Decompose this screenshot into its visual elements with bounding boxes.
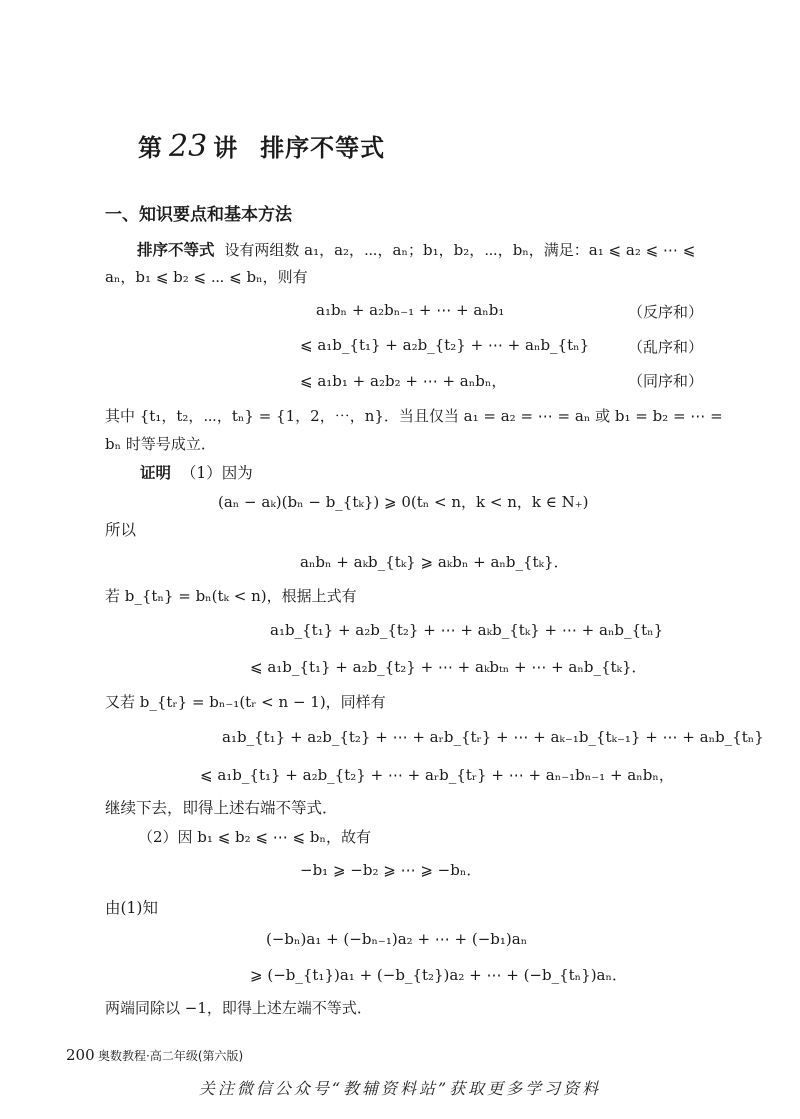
lecture-number: 23 (169, 129, 208, 164)
ineq-reverse-sum: a₁bₙ + a₂bₙ₋₁ + ⋯ + aₙb₁ (316, 301, 505, 319)
page-number: 200 (66, 1046, 95, 1064)
title-prefix: 第 (138, 134, 163, 162)
theorem-line-1 (137, 238, 695, 260)
tag-random-sum: （乱序和） (628, 338, 704, 356)
section-heading: 一、知识要点和基本方法 (105, 205, 292, 225)
proof-from-1: 由(1)知 (105, 899, 158, 917)
ineq-random-sum: ⩽ a₁b_{t₁} + a₂b_{t₂} + ⋯ + aₙb_{tₙ} (300, 336, 590, 354)
theorem-statement: 设有两组数 a₁，a₂，⋯，aₙ；b₁，b₂，⋯，bₙ，满足：a₁ ⩽ a₂ ⩽ ⋯ ⩽ (224, 241, 696, 259)
proof-part2-intro: （2）因 b₁ ⩽ b₂ ⩽ ⋯ ⩽ bₙ，故有 (138, 828, 371, 846)
tag-reverse-sum: （反序和） (628, 303, 704, 321)
proof-eq-2: aₙbₙ + aₖb_{tₖ} ⩾ aₖbₙ + aₙb_{tₖ}． (300, 553, 569, 571)
theorem-label: 排序不等式 (137, 241, 215, 259)
proof-eq-5: −b₁ ⩾ −b₂ ⩾ ⋯ ⩾ −bₙ． (300, 861, 482, 879)
title-name: 排序不等式 (260, 134, 386, 162)
proof-intro (140, 461, 253, 483)
ineq-same-sum: ⩽ a₁b₁ + a₂b₂ + ⋯ + aₙbₙ， (300, 372, 507, 390)
proof-label: 证明 (140, 464, 172, 482)
proof-if-2: 又若 b_{tᵣ} = bₙ₋₁(tᵣ < n − 1)，同样有 (105, 693, 386, 711)
proof-so: 所以 (105, 521, 137, 539)
proof-end: 两端同除以 −1，即得上述左端不等式． (105, 999, 372, 1017)
book-title: 奥数教程·高二年级(第六版) (98, 1049, 244, 1063)
proof-eq-4a: a₁b_{t₁} + a₂b_{t₂} + ⋯ + aᵣb_{tᵣ} + ⋯ + aₖ₋₁b_{tₖ₋₁} + ⋯ + aₙb_{tₙ} (222, 728, 764, 746)
where-line-2: bₙ 时等号成立． (105, 435, 216, 453)
proof-part1-intro: （1）因为 (180, 464, 253, 482)
proof-continue: 继续下去，即得上述右端不等式． (105, 799, 338, 817)
proof-eq-6a: (−bₙ)a₁ + (−bₙ₋₁)a₂ + ⋯ + (−b₁)aₙ (266, 930, 528, 948)
theorem-line-2: aₙ，b₁ ⩽ b₂ ⩽ ⋯ ⩽ bₙ，则有 (105, 268, 308, 286)
proof-if-1: 若 b_{tₙ} = bₙ(tₖ < n)，根据上式有 (105, 587, 357, 605)
lecture-title (138, 128, 385, 164)
proof-eq-3a: a₁b_{t₁} + a₂b_{t₂} + ⋯ + aₖb_{tₖ} + ⋯ + aₙb_{tₙ} (270, 621, 664, 639)
title-suffix: 讲 (213, 134, 239, 162)
proof-eq-3b: ⩽ a₁b_{t₁} + a₂b_{t₂} + ⋯ + aₖbₜₙ + ⋯ + aₙb_{tₖ}． (250, 658, 647, 676)
proof-eq-4b: ⩽ a₁b_{t₁} + a₂b_{t₂} + ⋯ + aᵣb_{tᵣ} + ⋯ + aₙ₋₁bₙ₋₁ + aₙbₙ， (200, 766, 674, 784)
proof-eq-1: (aₙ − aₖ)(bₙ − b_{tₖ}) ⩾ 0(tₙ < n，k < n，k ∈ N₊) (218, 493, 589, 511)
where-line-1: 其中 {t₁，t₂，⋯，tₙ} = {1，2，⋯，n}．当且仅当 a₁ = a₂ = ⋯ = aₙ 或 b₁ = b₂ = ⋯ = (105, 407, 723, 425)
proof-eq-6b: ⩾ (−b_{t₁})a₁ + (−b_{t₂})a₂ + ⋯ + (−b_{tₙ})aₙ． (250, 966, 627, 984)
tag-same-sum: （同序和） (628, 372, 704, 390)
watermark-text: 关注微信公众号“教辅资料站”获取更多学习资料 (198, 1079, 602, 1098)
